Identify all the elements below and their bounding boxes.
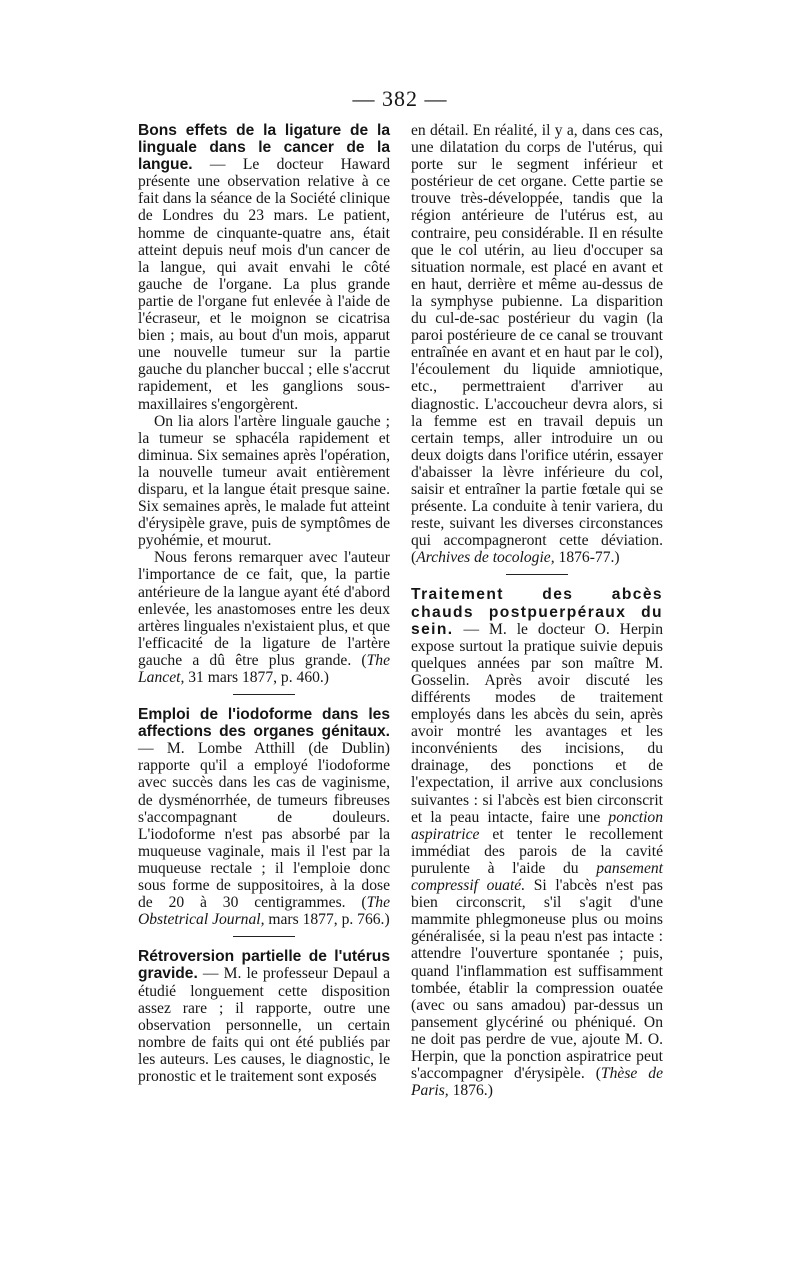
paragraph-text: et tenter le recollement immédiat des parois de la cavité purulente à l'aide du	[411, 825, 663, 877]
section-ligature	[138, 122, 390, 413]
citation-title: Thèse de Paris,	[411, 1065, 663, 1100]
section-divider	[233, 694, 295, 695]
section-divider	[506, 574, 568, 575]
paragraph-text: en détail. En réalité, il y a, dans ces cas, une dilatation du corps de l'utérus, qui porte sur le segment inférieur et postérieur de cet organe. Cette partie se trouve très-développée, tandis que la région antérieure de l'utérus est, au contraire, peu considérable. Il en résulte que le col utérin, au lieu d'occuper sa situation normale, est placé en avant et en haut, derrière et même au-dessus de la symphyse pubienne. La disparition du cul-de-sac postérieur du vagin (la paroi postérieure de ce canal se trouvant entraînée en avant et en haut par le col), l'écoulement du liquide amniotique, etc., permettraient d'arriver au diagnostic. L'accoucheur devra alors, si la femme est en travail depuis un certain temps, aller introduire un ou deux doigts dans l'orifice utérin, essayer d'abaisser la lèvre inférieure du col, saisir et entraîner la partie fœtale qui se présente. La conduite à tenir variera, du reste, suivant les diverses circonstances qui accompagneront cette déviation. (	[411, 122, 663, 567]
paragraph-text: — Le docteur Haward présente une observation relative à ce fait dans la séance de la Société clinique de Londres du 23 mars. Le patient, homme de cinquante-quatre ans, était atteint depuis neuf mois d'un cancer de la langue, qui avait envahi le côté gauche de l'organe. La plus grande partie de l'organe fut enlevée à l'aide de l'écraseur, et le moignon se cicatrisa bien ; mais, au bout d'un mois, apparut une nouvelle tumeur sur la partie gauche du plancher buccal ; elle s'accrut rapidement, et les ganglions sous-maxillaires s'engorgèrent.	[138, 156, 390, 413]
left-column	[138, 122, 390, 1085]
section-abces	[411, 586, 663, 1099]
heading-ligature: Bons effets de la ligature de la linguale dans le cancer de la langue.	[138, 122, 390, 174]
paragraph-text: Nous ferons remarquer avec l'auteur l'importance de ce fait, que, la partie antérieure de la langue ayant été d'abord enlevée, les anastomoses entre les deux artères linguales n'existaient plus, et que l'efficacité de la ligature de l'artère gauche a dû être plus grande. (	[138, 549, 390, 669]
citation-detail: 1876-77.)	[554, 549, 620, 567]
citation-detail: mars 1877, p. 766.)	[264, 911, 390, 929]
paragraph	[138, 549, 390, 686]
paragraph-text: — M. le docteur O. Herpin expose surtout la pratique suivie depuis quelques années par son maître M. Gosselin. Après avoir discuté les différents modes de traitement employés dans les abcès du sein, après avoir montré les avantages et les inconvénients des incisions, du drainage, des ponctions et de l'expectation, il arrive aux conclusions suivantes : si l'abcès est bien circonscrit et la peau intacte, faire une	[411, 620, 663, 826]
citation-title: The Obstetrical Journal,	[138, 894, 390, 929]
heading-abces: Traitement des abcès chauds postpuerpéraux du sein.	[411, 586, 663, 638]
paragraph-text: — M. Lombe Atthill (de Dublin) rapporte qu'il a employé l'iodoforme avec succès dans les cas de vaginisme, de dysménorrhée, de tumeurs fibreuses s'accompagnant de douleurs. L'iodoforme n'est pas absorbé par la muqueuse vaginale, mais il l'est par la muqueuse rectale ; il l'emploie donc sous forme de suppositoires, à la dose de 20 à 30 centigrammes. (	[138, 740, 390, 912]
section-iodoforme	[138, 706, 390, 928]
right-column	[411, 122, 663, 1099]
page-number: — 382 —	[352, 86, 448, 111]
paragraph-text: Si l'abcès n'est pas bien circonscrit, s'il s'agit d'une mammite phlegmoneuse plus ou moins généralisée, si la peau n'est pas intacte : attendre l'ouverture spontanée ; puis, quand l'inflammation est suffisamment tombée, établir la compression ouatée (avec ou sans amadou) par-dessus un pansement glycériné ou phéniqué. On ne doit pas perdre de vue, ajoute M. O. Herpin, que la ponction aspiratrice peut s'accompagner d'érysipèle. (	[411, 877, 663, 1083]
section-divider	[233, 936, 295, 937]
heading-retroversion: Rétroversion partielle de l'utérus gravide.	[138, 948, 390, 983]
citation-title: The Lancet,	[138, 651, 390, 686]
paragraph-text: — M. le professeur Depaul a étudié longuement cette disposition assez rare ; il rapporte, outre une observation personnelle, un certain nombre de faits qui ont été publiés par les auteurs. Les causes, le diagnostic, le pronostic et le traitement sont exposés	[138, 965, 390, 1085]
emphasis-text: ponction aspiratrice	[411, 808, 663, 843]
heading-iodoforme: Emploi de l'iodoforme dans les affections des organes génitaux.	[138, 706, 390, 741]
paragraph: On lia alors l'artère linguale gauche ; la tumeur se sphacéla rapidement et diminua. Six semaines après l'opération, la nouvelle tumeur avait entièrement disparu, et la langue était presque saine. Six semaines après, le malade fut atteint d'érysipèle grave, puis de symptômes de pyohémie, et mourut.	[138, 412, 390, 550]
section-retroversion	[138, 948, 390, 1085]
citation-detail: 31 mars 1877, p. 460.)	[184, 669, 330, 686]
citation-detail: 1876.)	[448, 1082, 493, 1100]
section-retroversion-continued	[411, 122, 663, 566]
citation-title: Archives de tocologie,	[416, 549, 555, 567]
emphasis-text: pansement compressif ouaté.	[411, 859, 663, 895]
